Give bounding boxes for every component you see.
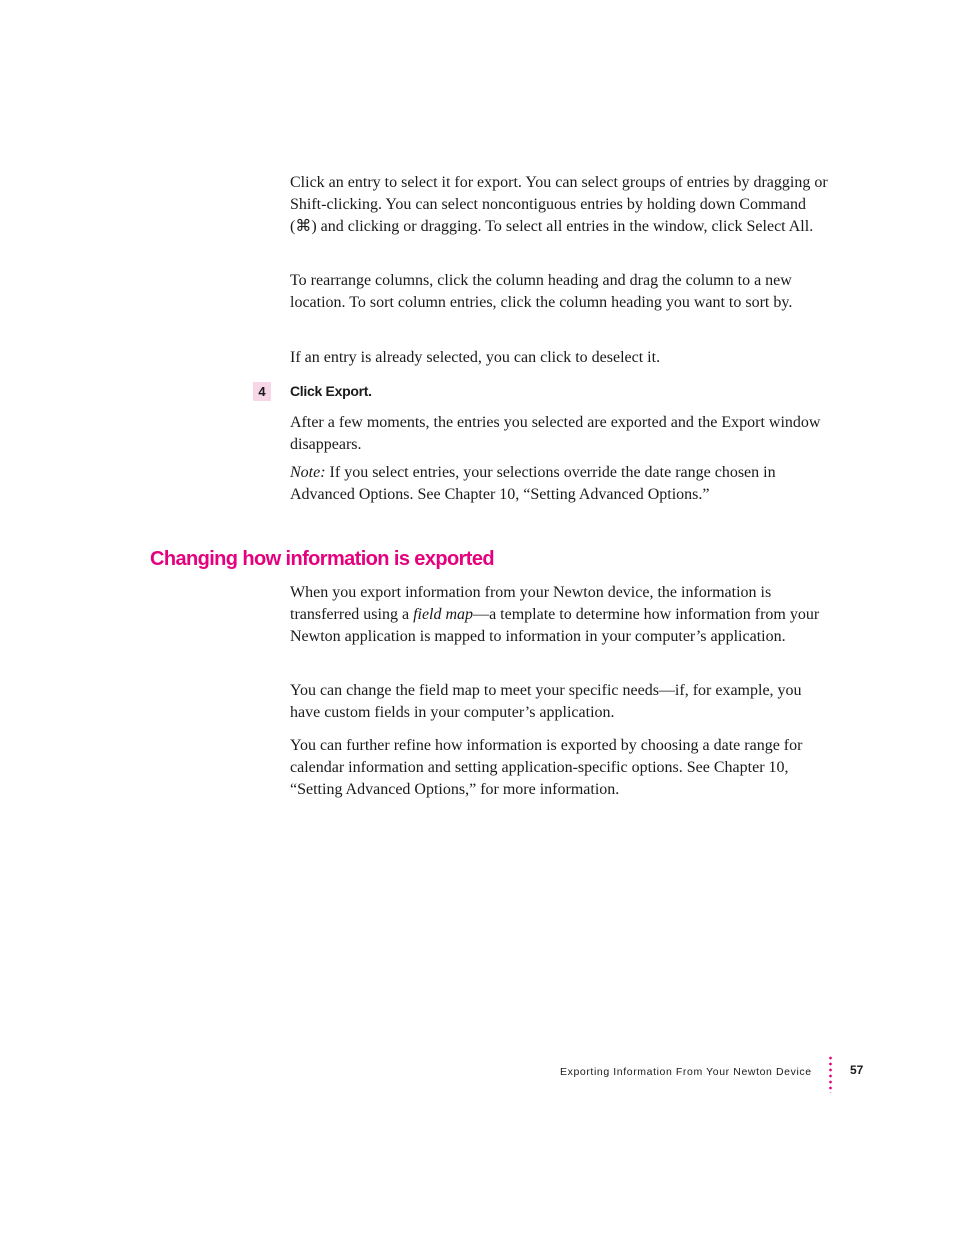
paragraph-rearrange-columns: To rearrange columns, click the column heading and drag the column to a new location. To sort column entries, click the column heading you want to sort by.	[290, 272, 793, 311]
page-number: 57	[850, 1063, 864, 1077]
note-text: If you select entries, your selections override the date range chosen in Advanced Options. See Chapter 10, “Setting Advanced Options.”	[290, 464, 776, 503]
note-label: Note:	[290, 464, 326, 481]
field-map-text-before: When you export information from your Newton device, the information is transferred using a	[290, 584, 772, 623]
paragraph-deselect: If an entry is already selected, you can click to deselect it.	[290, 349, 661, 366]
step-number-badge: 4	[253, 382, 271, 401]
note-paragraph	[290, 462, 835, 506]
footer-running-title: Exporting Information From Your Newton Device	[560, 1066, 812, 1078]
footer-dot-rule	[829, 1055, 832, 1093]
paragraph-change-field-map: You can change the field map to meet your specific needs—if, for example, you have custom fields in your computer’s application.	[290, 682, 802, 721]
paragraph-select-entries: Click an entry to select it for export. You can select groups of entries by dragging or Shift-clicking. You can select noncontiguous entries by holding down Command (⌘) and clicking or dragging. To select all entries in the window, click Select All.	[290, 174, 828, 235]
section-heading: Changing how information is exported	[150, 548, 494, 570]
paragraph-after-export: After a few moments, the entries you selected are exported and the Export window disappears.	[290, 414, 821, 453]
paragraph-field-map	[290, 582, 835, 648]
field-map-term: field map	[413, 606, 474, 623]
field-map-text-after: —a template to determine how information from your Newton application is mapped to information in your computer’s application.	[290, 606, 820, 645]
paragraph-refine-export: You can further refine how information is exported by choosing a date range for calendar information and setting application-specific options. See Chapter 10, “Setting Advanced Options,” for more information.	[290, 737, 803, 798]
step-label: Click Export.	[290, 383, 372, 399]
